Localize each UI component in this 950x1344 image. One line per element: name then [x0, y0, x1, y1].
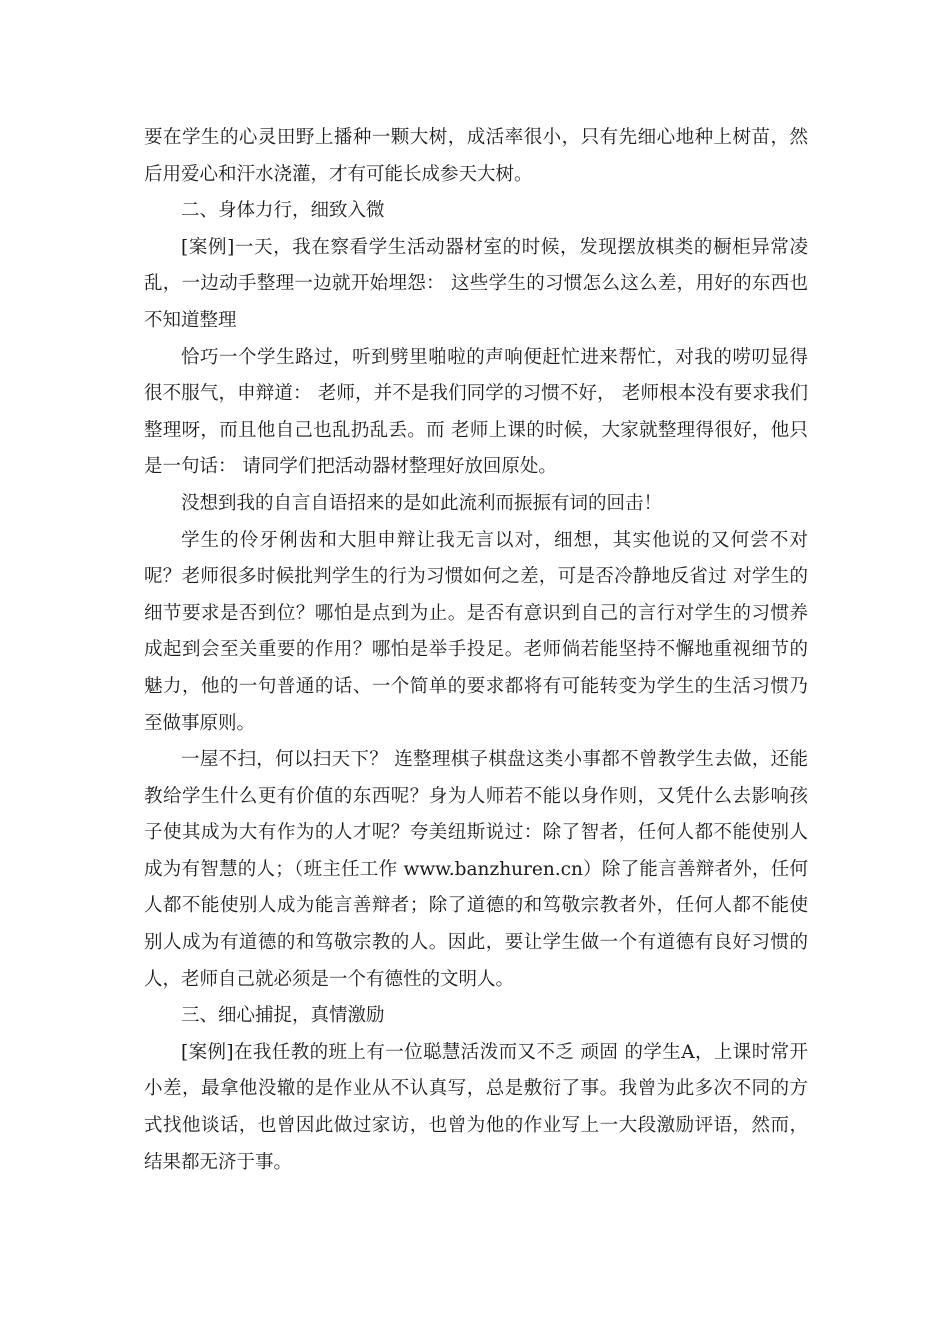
document-body: [144, 120, 808, 1181]
paragraph-case-2: [案例]在我任教的班上有一位聪慧活泼而又不乏 顽固 的学生A，上课时常开小差，最拿他没辙的是作业从不认真写，总是敷衍了事。我曾为此多次不同的方式找他谈话，也曾因此做过家访，也曾为他的作业写上一大段激励评语，然而，结果都无济于事。: [144, 1041, 808, 1173]
paragraph-student-reply: 恰巧一个学生路过，听到劈里啪啦的声响便赶忙进来帮忙，对我的唠叨显得很不服气，申辩道： 老师，并不是我们同学的习惯不好， 老师根本没有要求我们整理呀，而且他自己也乱扔乱丢。而 老师上课的时候，大家就整理得很好，他只是一句话： 请同学们把活动器材整理好放回原处。: [144, 346, 808, 478]
paragraph-reflection-short: 没想到我的自言自语招来的是如此流利而振振有词的回击！: [181, 492, 663, 514]
paragraph-continuation: 要在学生的心灵田野上播种一颗大树，成活率很小，只有先细心地种上树苗，然后用爱心和汗水浇灌，才有可能长成参天大树。: [144, 127, 808, 185]
paragraph-reflection: 学生的伶牙俐齿和大胆申辩让我无言以对，细想，其实他说的又何尝不对呢？老师很多时候批判学生的行为习惯如何之差，可是否冷静地反省过 对学生的细节要求是否到位？哪怕是点到为止。是否有意识到自己的言行对学生的习惯养成起到会至关重要的作用？哪怕是举手投足。老师倘若能坚持不懈地重视细节的魅力，他的一句普通的话、一个简单的要求都将有可能转变为学生的生活习惯乃至做事原则。: [144, 529, 808, 734]
paragraph-lead-by-example: 一屋不扫，何以扫天下？ 连整理棋子棋盘这类小事都不曾教学生去做，还能教给学生什么更有价值的东西呢？身为人师若不能以身作则，又凭什么去影响孩子使其成为大有作为的人才呢？夸美纽斯说过：除了智者，任何人都不能使别人成为有智慧的人；（班主任工作 www.banzhuren.cn）除了能言善辩者外，任何人都不能使别人成为能言善辩者；除了道德的和笃敬宗教者外，任何人都不能使别人成为有道德的和笃敬宗教的人。因此，要让学生做一个有道德有良好习惯的人，老师自己就必须是一个有德性的文明人。: [144, 749, 808, 990]
section-heading-3: 三、细心捕捉，真情激励: [181, 1005, 385, 1027]
paragraph-case-1: [案例]一天，我在察看学生活动器材室的时候，发现摆放棋类的橱柜异常凌乱，一边动手整理一边就开始埋怨： 这些学生的习惯怎么这么差，用好的东西也不知道整理: [144, 236, 808, 331]
section-heading-2: 二、身体力行，细致入微: [181, 200, 385, 222]
